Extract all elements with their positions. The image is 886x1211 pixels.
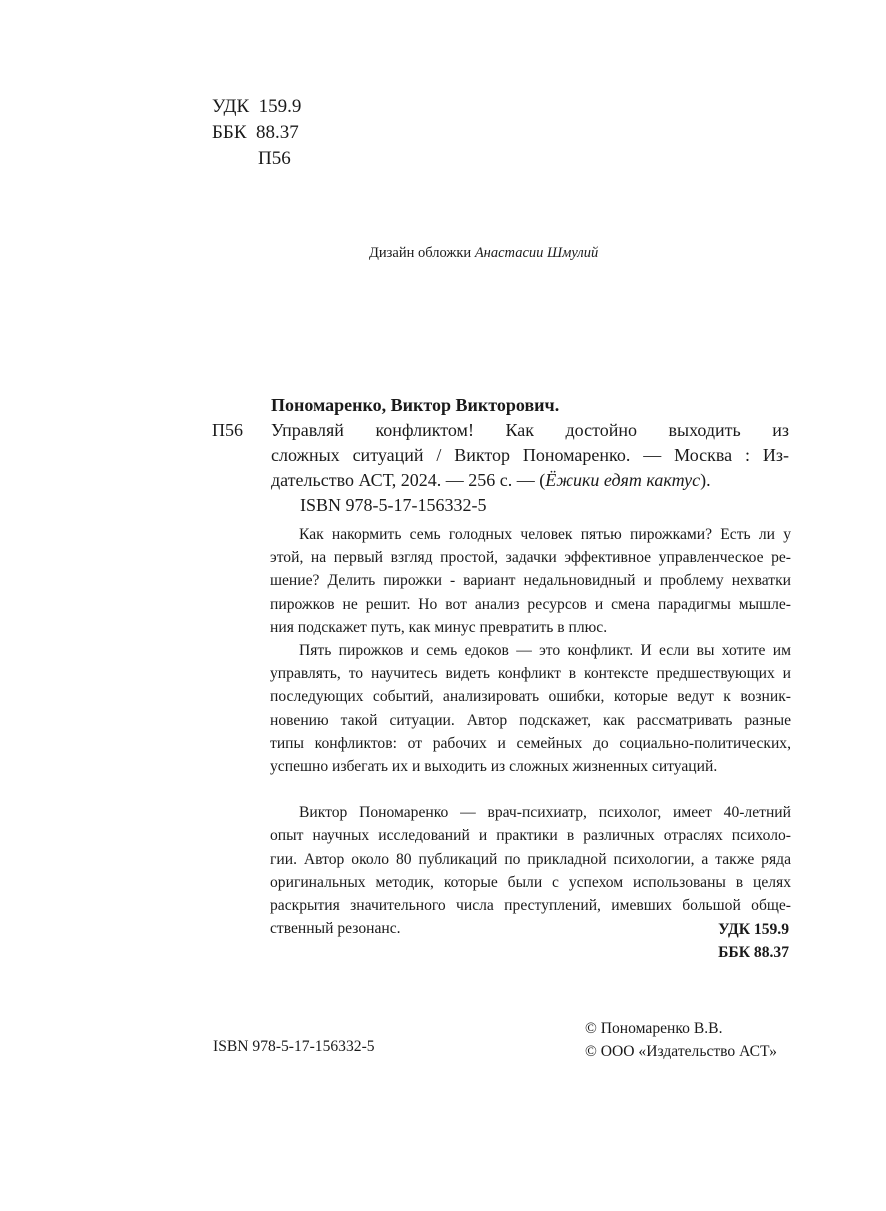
annotation-line: успешно избегать их и выходить из сложных жизненных ситуаций. [270, 758, 718, 776]
annotation-line: управлять, то научитесь видеть конфликт в контексте предшествующих и [270, 665, 791, 683]
annotation-paragraph-1 [270, 523, 791, 639]
design-credit-prefix: Дизайн обложки [369, 245, 475, 261]
annotation-line: опыт научных исследований и практики в различных отраслях психоло- [270, 827, 791, 845]
annotation-line: ственный резонанс. [270, 920, 401, 938]
udk-line [212, 94, 301, 120]
codes-block [718, 918, 789, 964]
bib-last-line-start: дательство АСТ, 2024. — 256 с. — ( [271, 470, 546, 490]
bib-author: Пономаренко, Виктор Викторович. [271, 395, 560, 415]
copyright-author: © Пономаренко В.В. [585, 1020, 723, 1037]
design-credit [369, 245, 598, 262]
annotation-line: новению такой ситуации. Автор подскажет, как рассматривать разные [270, 711, 791, 729]
annotation [270, 523, 791, 940]
classification-block [212, 94, 301, 172]
annotation-line: ния подскажет путь, как минус превратить в плюс. [270, 618, 608, 636]
annotation-line: Пять пирожков и семь едоков — это конфликт. И если вы хотите им [299, 642, 791, 660]
bbk-code: ББК 88.37 [718, 944, 789, 961]
designer-name: Анастасии Шмулий [474, 245, 599, 261]
footer-isbn: ISBN 978-5-17-156332-5 [213, 1038, 375, 1055]
annotation-line: Как накормить семь голодных человек пятью пирожками? Есть ли у [299, 526, 791, 543]
bbk-label: ББК [212, 122, 247, 143]
annotation-line: шение? Делить пирожки - вариант недальновидный и проблему нехватки [270, 572, 791, 590]
bbk-line [212, 120, 301, 146]
annotation-line: этой, на первый взгляд простой, задачки эффективное управленческое ре- [270, 549, 791, 567]
udk-label: УДК [212, 96, 250, 117]
bib-isbn: ISBN 978-5-17-156332-5 [300, 495, 487, 515]
bib-description [271, 418, 789, 493]
bib-last-line-end: ). [700, 470, 711, 490]
series-title: Ёжики едят кактус [545, 470, 701, 490]
bib-author-mark: П56 [212, 420, 243, 440]
bib-line [271, 468, 789, 493]
bbk-value: 88.37 [256, 122, 299, 143]
author-mark: П56 [258, 148, 291, 169]
annotation-line: последующих событий, анализировать ошибки, которые ведут к возник- [270, 688, 791, 706]
annotation-paragraph-2 [270, 639, 791, 778]
copyright-block [585, 1017, 777, 1063]
udk-value: 159.9 [258, 96, 302, 117]
annotation-paragraph-3 [270, 801, 791, 940]
annotation-line: пирожков не решит. Но вот анализ ресурсов и смена парадигмы мышле- [270, 595, 791, 613]
copyright-publisher: © ООО «Издательство АСТ» [585, 1043, 777, 1060]
annotation-line: гии. Автор около 80 публикаций по прикладной психологии, а также ряда [270, 850, 791, 868]
annotation-line: оригинальных методик, которые были с успехом использованы в целях [270, 873, 791, 891]
annotation-line: Виктор Пономаренко — врач-психиатр, психолог, имеет 40-летний [299, 804, 791, 822]
bib-line: Управляй конфликтом! Как достойно выходить из [271, 420, 789, 440]
bib-line: сложных ситуаций / Виктор Пономаренко. — Москва : Из- [271, 445, 789, 465]
udk-code: УДК 159.9 [718, 921, 789, 938]
annotation-line: типы конфликтов: от рабочих и семейных до социально-политических, [270, 734, 791, 752]
annotation-line: раскрытия значительного числа преступлений, имевших большой обще- [270, 897, 791, 915]
